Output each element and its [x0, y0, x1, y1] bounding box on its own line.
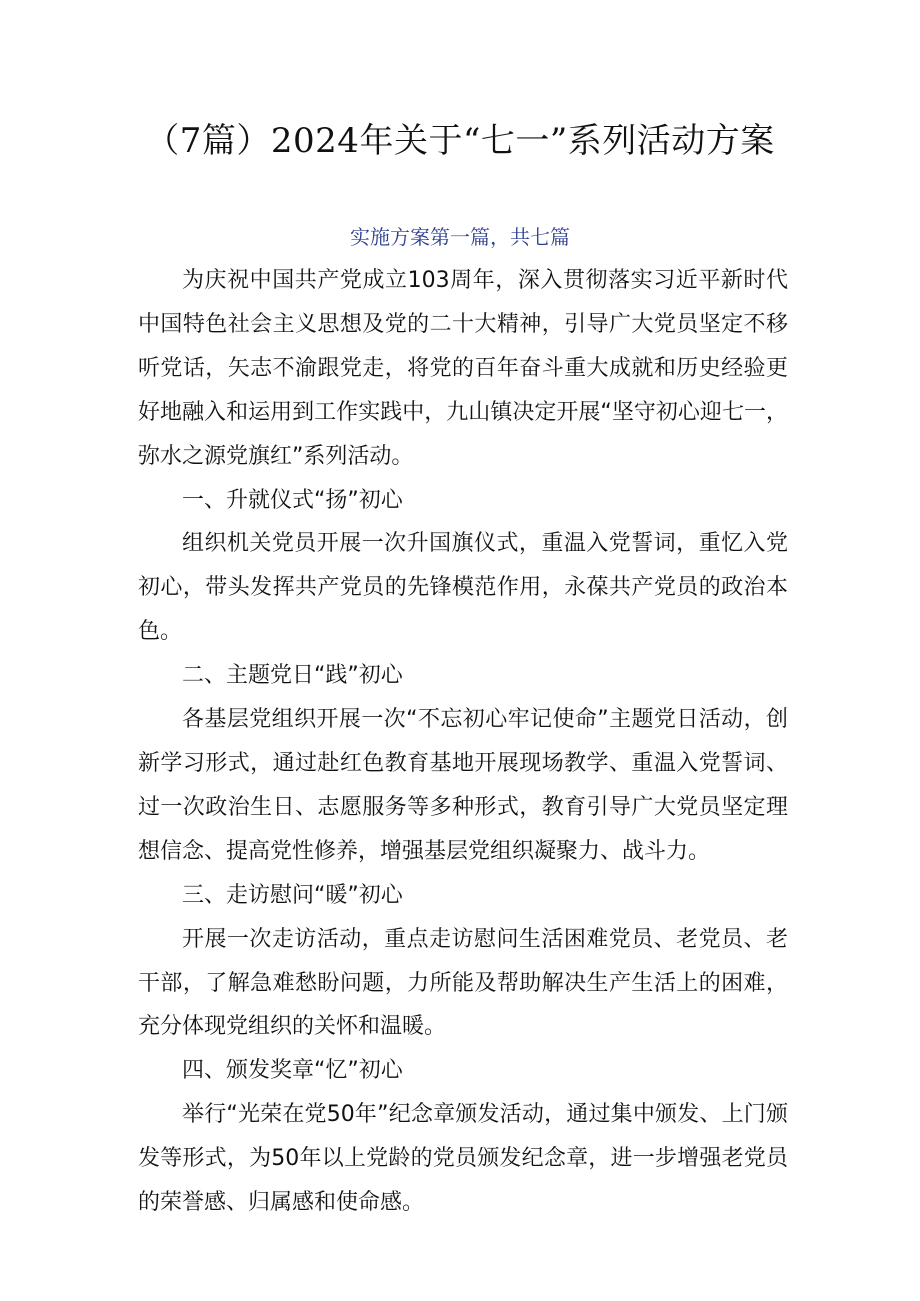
section-paragraph-4: 举行“光荣在党50年”纪念章颁发活动，通过集中颁发、上门颁发等形式，为50年以上党龄的党员颁发纪念章，进一步增强老党员的荣誉感、归属感和使命感。 [138, 1102, 788, 1216]
section-paragraph-3: 开展一次走访活动，重点走访慰问生活困难党员、老党员、老干部，了解急难愁盼问题，力所能及帮助解决生产生活上的困难，充分体现党组织的关怀和温暖。 [138, 926, 788, 1040]
document-title: （7篇）2024年关于“七一”系列活动方案 [145, 121, 775, 161]
intro-paragraph: 为庆祝中国共产党成立103周年，深入贯彻落实习近平新时代中国特色社会主义思想及党的二十大精神，引导广大党员坚定不移听党话，矢志不渝跟党走，将党的百年奋斗重大成就和历史经验更好地融入和运用到工作实践中，九山镇决定开展“坚守初心迎七一，弥水之源党旗红”系列活动。 [138, 268, 788, 469]
section-heading-3: 三、走访慰问“暖”初心 [182, 882, 403, 908]
section-heading-4: 四、颁发奖章“忆”初心 [182, 1058, 403, 1084]
section-heading-2: 二、主题党日“践”初心 [182, 663, 403, 689]
section-heading-1: 一、升就仪式“扬”初心 [182, 487, 403, 513]
section-paragraph-2: 各基层党组织开展一次“不忘初心牢记使命”主题党日活动，创新学习形式，通过赴红色教育基地开展现场教学、重温入党誓词、过一次政治生日、志愿服务等多种形式，教育引导广大党员坚定理想信念、提高党性修养，增强基层党组织凝聚力、战斗力。 [138, 707, 788, 864]
document-subtitle: 实施方案第一篇，共七篇 [350, 225, 570, 249]
section-paragraph-1: 组织机关党员开展一次升国旗仪式，重温入党誓词，重忆入党初心，带头发挥共产党员的先锋模范作用，永葆共产党员的政治本色。 [138, 531, 788, 645]
document-body [138, 259, 788, 1225]
